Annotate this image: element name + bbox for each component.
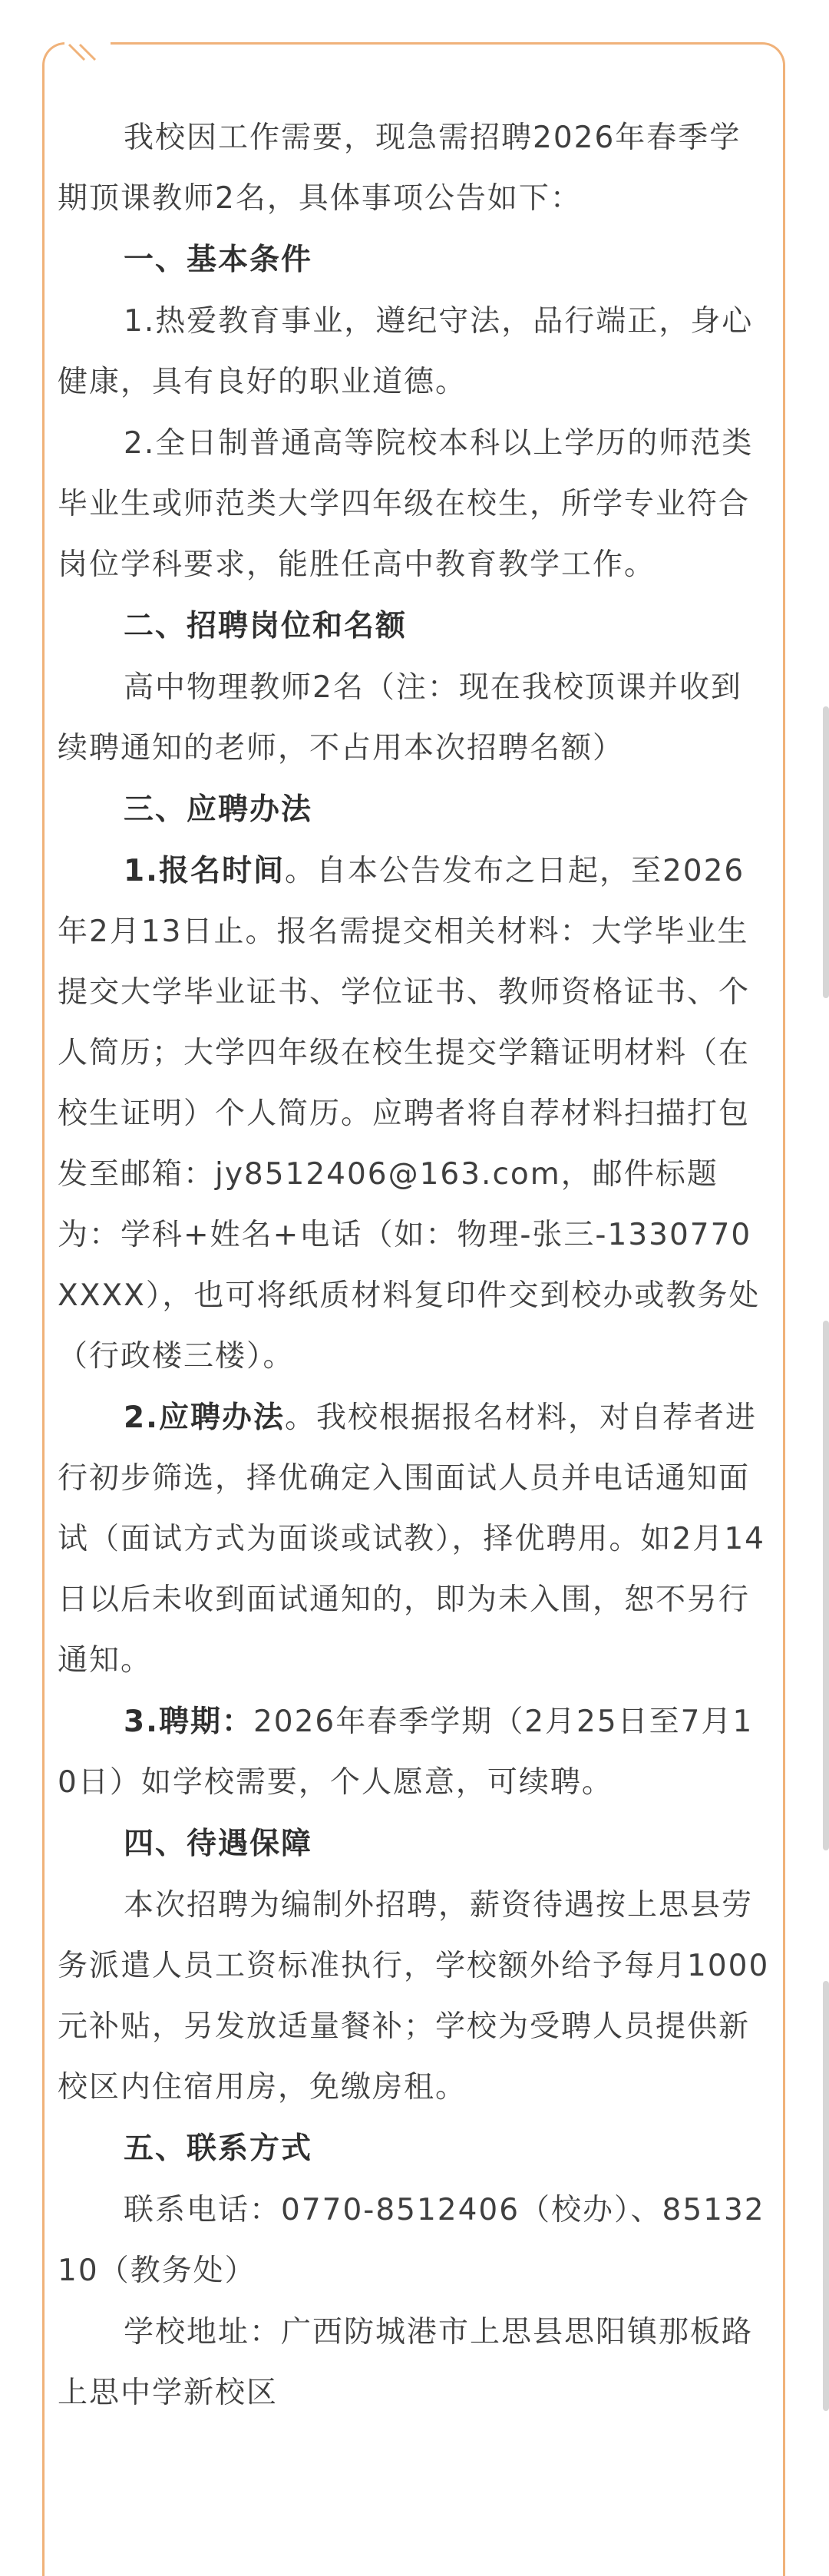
intro-paragraph: 我校因工作需要，现急需招聘2026年春季学期顶课教师2名，具体事项公告如下： [58,121,741,216]
notice-content [58,107,771,2424]
selection-text: 。我校根据报名材料，对自荐者进行初步筛选，择优确定入围面试人员并电话通知面试（面试方式为面谈或试教），择优聘用。如2月14日以后未收到面试通知的，即为未入围，恕不另行通知。 [58,1400,765,1678]
scrollbar-segment-2[interactable] [823,1321,829,1850]
selection-label: 2.应聘办法 [124,1400,285,1435]
section-application-title: 三、应聘办法 [124,792,313,827]
condition-item-1: 1.热爱教育事业，遵纪守法，品行端正，身心健康，具有良好的职业道德。 [58,304,754,399]
registration-paragraph [58,841,771,1387]
term-text: 2026年春季学期（2月25日至7月10日）如学校需要，个人愿意，可续聘。 [58,1705,754,1800]
contact-phone: 联系电话：0770-8512406（校办）、8513210（教务处） [58,2193,765,2288]
positions-paragraph: 高中物理教师2名（注：现在我校顶课并收到续聘通知的老师，不占用本次招聘名额） [58,670,742,766]
section-positions-title: 二、招聘岗位和名额 [124,609,408,643]
term-paragraph [58,1691,771,1813]
school-address: 学校地址：广西防城港市上思县思阳镇那板路上思中学新校区 [58,2315,754,2410]
condition-item-2: 2.全日制普通高等院校本科以上学历的师范类毕业生或师范类大学四年级在校生，所学专业符合岗位学科要求，能胜任高中教育教学工作。 [58,426,754,582]
scrollbar-segment-3[interactable] [823,1981,829,2411]
selection-paragraph [58,1387,771,1691]
registration-text: 。自本公告发布之日起，至2026年2月13日止。报名需提交相关材料：大学毕业生提交大学毕业证书、学位证书、教师资格证书、个人简历；大学四年级在校生提交学籍证明材料（在校生证明）个人简历。应聘者将自荐材料扫描打包发至邮箱：jy8512406@163.com，邮件标题为：学科+姓名+电话（如：物理-张三-1330770XXXX），也可将纸质材料复印件交到校办或教务处（行政楼三楼）。 [58,854,761,1374]
section-benefits-title: 四、待遇保障 [124,1827,313,1861]
benefits-paragraph: 本次招聘为编制外招聘，薪资待遇按上思县劳务派遣人员工资标准执行，学校额外给予每月1000元补贴，另发放适量餐补；学校为受聘人员提供新校区内住宿用房，免缴房租。 [58,1888,770,2105]
term-label: 3.聘期： [124,1705,253,1739]
section-contact-title: 五、联系方式 [124,2131,313,2166]
section-basic-conditions-title: 一、基本条件 [124,243,313,277]
corner-decoration [64,41,111,64]
scrollbar-segment-1[interactable] [823,706,829,998]
registration-label: 1.报名时间 [124,854,285,888]
